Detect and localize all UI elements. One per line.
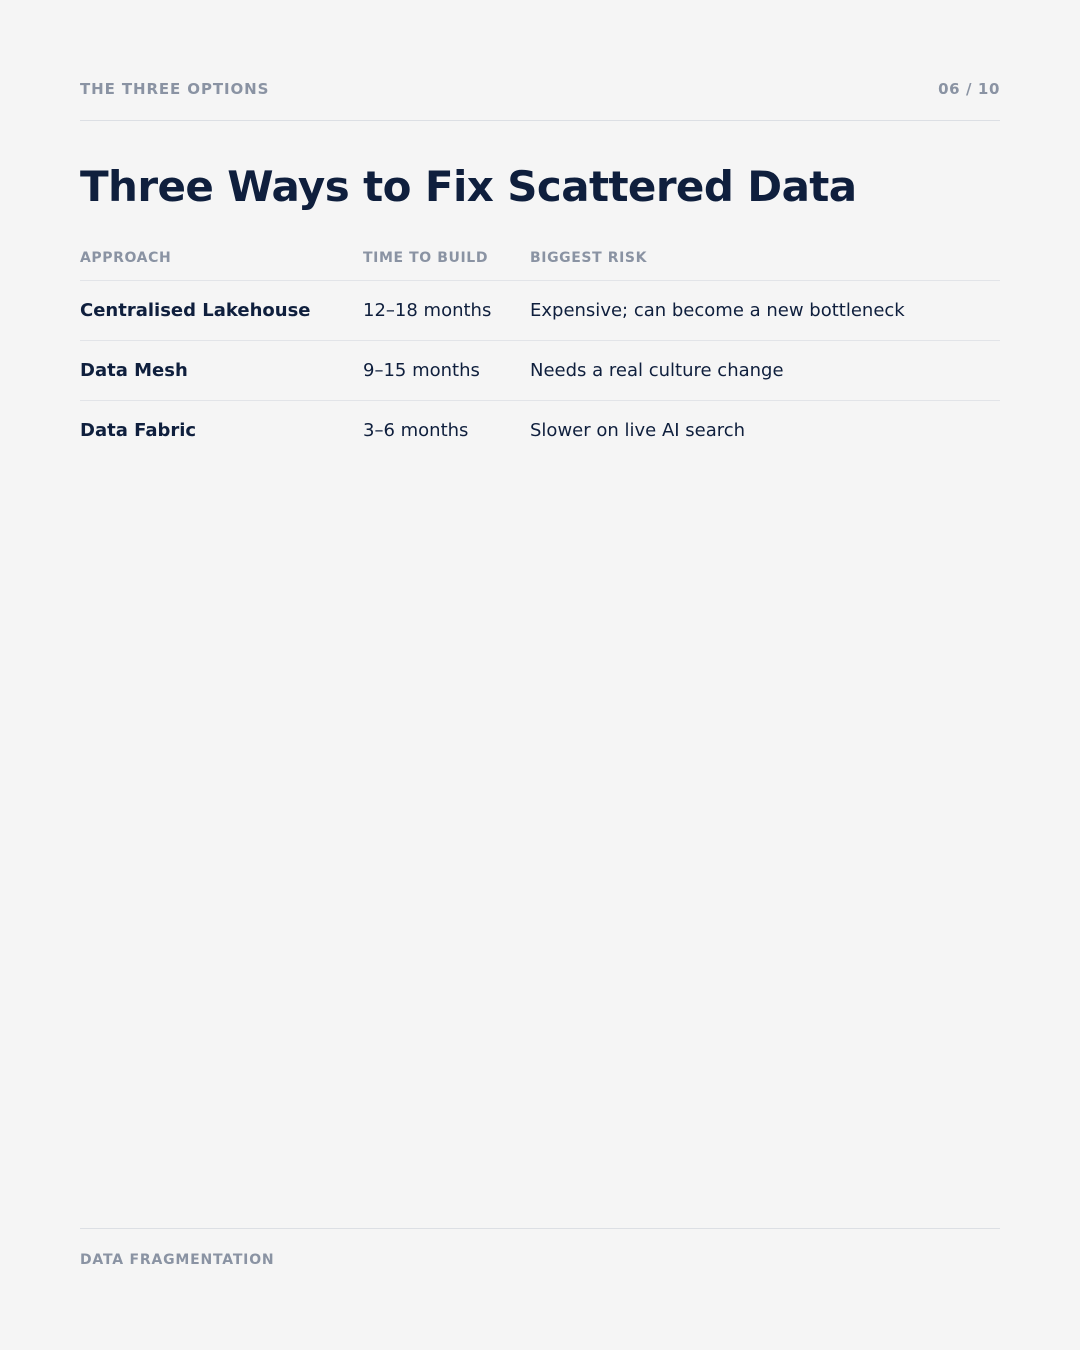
column-header-risk: BIGGEST RISK [530,250,648,266]
approach-cell: Data Mesh [80,360,188,381]
table-header-row [80,236,1000,281]
risk-cell: Slower on live AI search [530,420,746,441]
page-footer [80,1228,1000,1268]
page-indicator: 06 / 10 [938,80,1000,98]
risk-cell: Needs a real culture change [530,360,784,381]
approach-cell: Centralised Lakehouse [80,300,311,321]
page-title: Three Ways to Fix Scattered Data [80,162,857,211]
table-row [80,341,1000,401]
time-cell: 12–18 months [363,300,492,321]
page-header [80,80,1000,121]
column-header-time: TIME TO BUILD [363,250,489,266]
footer-label: DATA FRAGMENTATION [80,1252,275,1268]
time-cell: 9–15 months [363,360,480,381]
column-header-approach: APPROACH [80,250,172,266]
risk-cell: Expensive; can become a new bottleneck [530,300,905,321]
approach-cell: Data Fabric [80,420,197,441]
time-cell: 3–6 months [363,420,469,441]
table-row [80,281,1000,341]
comparison-table [80,236,1000,460]
table-row [80,401,1000,460]
section-eyebrow: THE THREE OPTIONS [80,80,270,98]
